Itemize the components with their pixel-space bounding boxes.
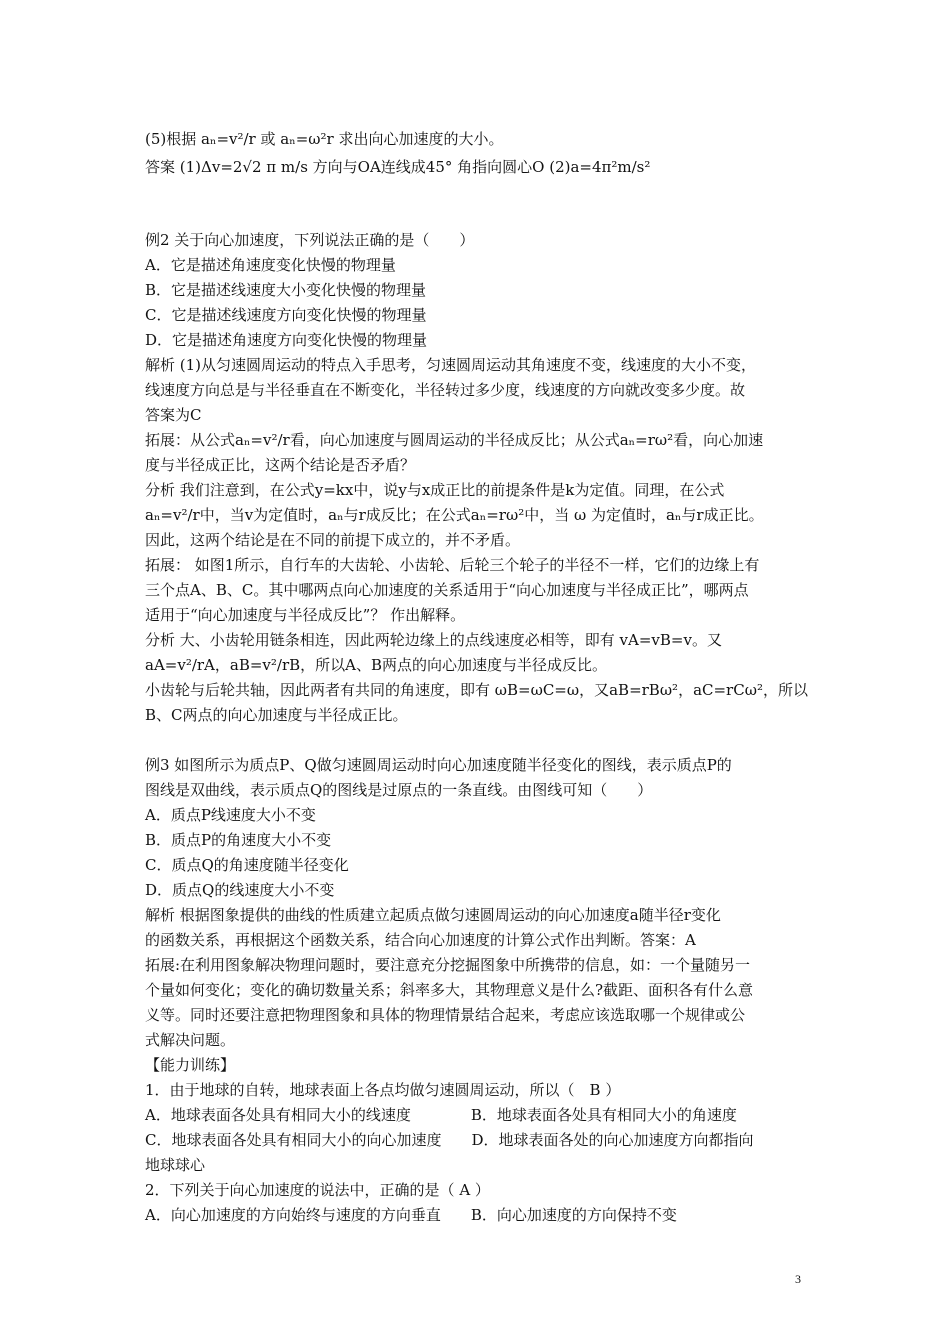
text-line: 解析 (1)从匀速圆周运动的特点入手思考，匀速圆周运动其角速度不变，线速度的大小不变，: [145, 356, 757, 374]
text-line: 个量如何变化；变化的确切数量关系；斜率多大，其物理意义是什么?截距、面积各有什么意: [145, 981, 754, 999]
text-line: B．质点P的角速度大小不变: [145, 831, 332, 849]
text-line: 的函数关系，再根据这个函数关系，结合向心加速度的计算公式作出判断。答案：A: [145, 931, 696, 949]
text-line: 义等。同时还要注意把物理图象和具体的物理情景结合起来，考虑应该选取哪一个规律或公: [145, 1006, 746, 1024]
text-line: A．它是描述角速度变化快慢的物理量: [145, 256, 396, 274]
text-line: 三个点A、B、C。其中哪两点向心加速度的关系适用于“向心加速度与半径成正比”，哪两点: [145, 581, 749, 599]
text-line: 答案 (1)Δv=2√2 π m/s 方向与OA连线成45° 角指向圆心O (2)a=4π²m/s²: [145, 158, 651, 176]
text-line: 例2 关于向心加速度，下列说法正确的是（ ）: [145, 231, 475, 249]
text-line: A．质点P线速度大小不变: [145, 806, 316, 824]
text-line: 小齿轮与后轮共轴，因此两者有共同的角速度，即有 ωB=ωC=ω，又aB=rBω²，aC=rCω²，所以: [145, 681, 808, 699]
text-line: 解析 根据图象提供的曲线的性质建立起质点做匀速圆周运动的向心加速度a随半径r变化: [145, 906, 721, 924]
text-line: aA=v²/rA，aB=v²/rB，所以A、B两点的向心加速度与半径成反比。: [145, 656, 608, 674]
text-line: 【能力训练】: [145, 1056, 236, 1074]
text-line: C．质点Q的角速度随半径变化: [145, 856, 349, 874]
text-line: 适用于“向心加速度与半径成反比”？ 作出解释。: [145, 606, 466, 624]
page-number: 3: [795, 1272, 801, 1286]
text-line: D．它是描述角速度方向变化快慢的物理量: [145, 331, 428, 349]
text-line: 地球球心: [145, 1156, 206, 1174]
text-line: 拓展：从公式aₙ=v²/r看，向心加速度与圆周运动的半径成反比；从公式aₙ=rω²看，向心加速: [145, 431, 764, 449]
text-line: 分析 我们注意到，在公式y=kx中，说y与x成正比的前提条件是k为定值。同理，在公式: [145, 481, 725, 499]
text-line: 答案为C: [145, 406, 202, 424]
text-line: 2．下列关于向心加速度的说法中，正确的是（ A ）: [145, 1181, 490, 1199]
text-line: 例3 如图所示为质点P、Q做匀速圆周运动时向心加速度随半径变化的图线，表示质点P的: [145, 756, 732, 774]
text-line: 拓展:在利用图象解决物理问题时，要注意充分挖掘图象中所携带的信息，如：一个量随另一: [145, 956, 751, 974]
text-line: (5)根据 aₙ=v²/r 或 aₙ=ω²r 求出向心加速度的大小。: [145, 130, 504, 148]
text-line: B、C两点的向心加速度与半径成正比。: [145, 706, 408, 724]
text-line: 度与半径成正比，这两个结论是否矛盾？: [145, 456, 416, 474]
text-line: A．向心加速度的方向始终与速度的方向垂直 B．向心加速度的方向保持不变: [145, 1206, 677, 1224]
text-line: 分析 大、小齿轮用链条相连，因此两轮边缘上的点线速度必相等，即有 vA=vB=v。又: [145, 631, 722, 649]
text-line: A．地球表面各处具有相同大小的线速度 B．地球表面各处具有相同大小的角速度: [145, 1106, 737, 1124]
text-line: 拓展： 如图1所示，自行车的大齿轮、小齿轮、后轮三个轮子的半径不一样，它们的边缘上有: [145, 556, 760, 574]
text-line: B．它是描述线速度大小变化快慢的物理量: [145, 281, 427, 299]
text-line: 因此，这两个结论是在不同的前提下成立的，并不矛盾。: [145, 531, 521, 549]
text-line: 图线是双曲线，表示质点Q的图线是过原点的一条直线。由图线可知（ ）: [145, 781, 653, 799]
text-line: 线速度方向总是与半径垂直在不断变化，半径转过多少度，线速度的方向就改变多少度。故: [145, 381, 746, 399]
text-line: aₙ=v²/r中，当v为定值时，aₙ与r成反比；在公式aₙ=rω²中，当 ω 为定值时，aₙ与r成正比。: [145, 506, 764, 524]
text-line: 式解决问题。: [145, 1031, 236, 1049]
text-line: C．地球表面各处具有相同大小的向心加速度 D．地球表面各处的向心加速度方向都指向: [145, 1131, 754, 1149]
text-line: C．它是描述线速度方向变化快慢的物理量: [145, 306, 427, 324]
text-line: 1．由于地球的自转，地球表面上各点均做匀速圆周运动，所以（ B ）: [145, 1081, 621, 1099]
text-line: D．质点Q的线速度大小不变: [145, 881, 335, 899]
